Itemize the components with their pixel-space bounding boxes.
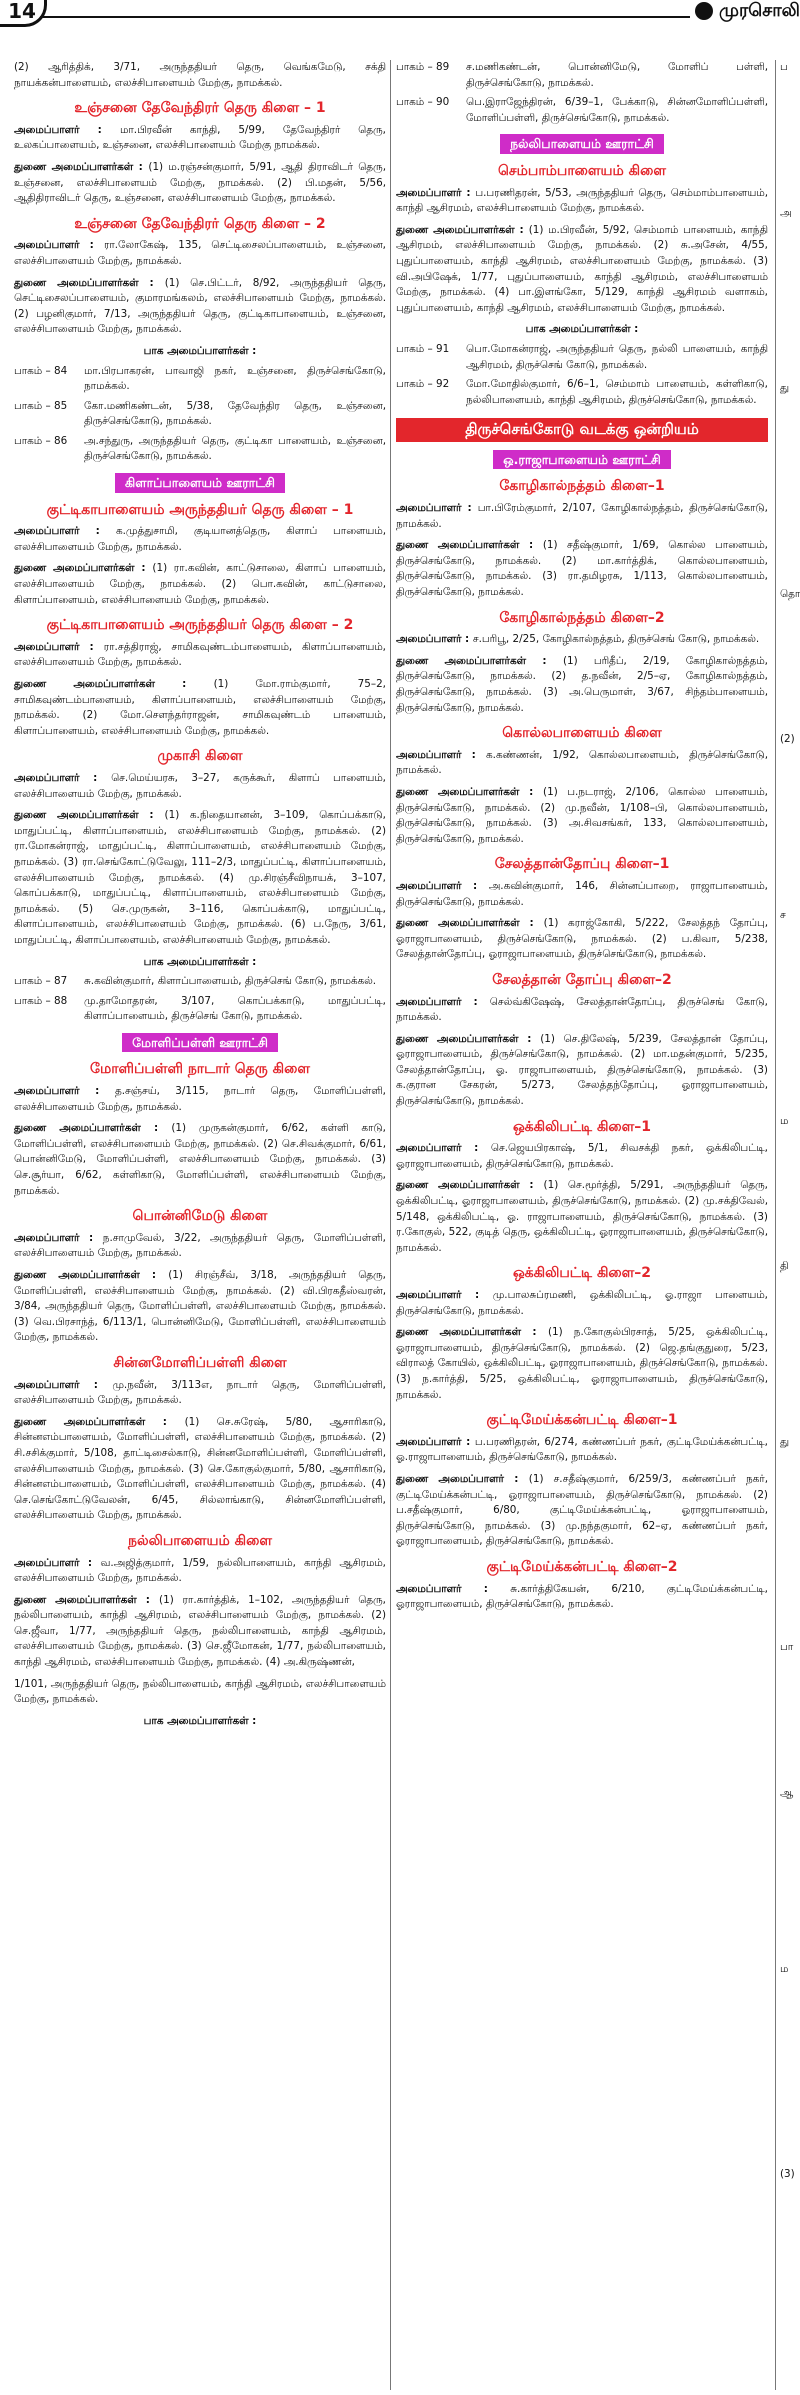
role-label: துணை அமைப்பாளர்கள் : (14, 809, 165, 822)
masthead-rule (40, 16, 690, 18)
role-label: துணை அமைப்பாளர்கள் : (396, 1179, 544, 1192)
booth-organiser: அ.சந்துரு, அருந்ததியர் தெரு, குட்டிகா பாளையம், உஞ்சனை, திருச்செங்கோடு, நாமக்கல். (84, 434, 386, 463)
branch-heading: சின்னமோளிப்பள்ளி கிளை (113, 1354, 287, 1371)
panchayat-label: ஒ.ராஜாபாளையம் ஊராட்சி (493, 450, 671, 470)
truncated-text-fragment: து (780, 382, 790, 395)
truncated-text-fragment: (3) (780, 2168, 795, 2181)
office-bearer-entry (396, 1032, 768, 1110)
entry-text: க.முத்துசாமி, குடியானத்தெரு, கிளாப் பாளையம், எலச்சிபாளையம் மேற்கு, நாமக்கல். (14, 525, 386, 553)
office-bearer-entry (396, 223, 768, 317)
role-label: அமைப்பாளர் : (396, 1582, 511, 1595)
office-bearer-entry (396, 916, 768, 963)
branch-heading: ஒக்கிலிபட்டி கிளை–2 (512, 1265, 652, 1282)
entry-text: மு.நவீன், 3/113எ, நாடார் தெரு, மோளிப்பள்ளி, எலச்சிபாளையம் மேற்கு, நாமக்கல். (14, 1378, 386, 1407)
masthead-brand (695, 0, 800, 23)
role-label: துணை அமைப்பாளர்கள் : (396, 223, 529, 236)
branch-heading: உஞ்சனை தேவேந்திரர் தெரு கிளை – 1 (74, 100, 326, 117)
office-bearer-entry (396, 1325, 768, 1403)
booth-entry (396, 342, 768, 373)
brand-name: முரசொலி (719, 0, 800, 21)
role-label: அமைப்பாளர் : (14, 1085, 115, 1098)
union-banner: திருச்செங்கோடு வடக்கு ஒன்றியம் (396, 418, 768, 442)
office-bearer-entry (14, 1084, 386, 1115)
role-label: துணை அமைப்பாளர்கள் : (14, 1415, 185, 1428)
role-label: அமைப்பாளர் : (14, 640, 104, 653)
entry-text: (1) க.நிதையானன், 3–109, கொப்பக்காடு, மாதுப்பட்டி, கிளாப்பாளையம், எலச்சிபாளையம் மேற்கு, நாமக்கல். (2) ரா.மோகன்ராஜ், மாதுப்பட்டி, கிளாப்பாளையம், எலச்சிபாளையம் மேற்கு, நாமக்கல். (3) ரா.செங்கோட்டுவேலு, 111–2/3, மாதுப்பட்டி, கிளாப்பாளையம், எலச்சிபாளையம் மேற்கு, நாமக்கல். (4) மு.சிரஞ்சீவிநாயக், 3–107, கொப்பக்காடு, மாதுப்பட்டி, கிளாப்பாளையம், எலச்சிபாளையம் மேற்கு, நாமக்கல். (5) செ.முருகன், 3–116, கொப்பக்காடு, மாதுப்பட்டி, கிளாப்பாளையம், எலச்சிபாளையம் மேற்கு, நாமக்கல். (6) ப.நேரு, 3/61, மாதுப்பட்டி, கிளாப்பாளையம், எலச்சிபாளையம் மேற்கு, நாமக்கல். (14, 809, 386, 946)
office-bearer-entry (14, 677, 386, 739)
role-label: துணை அமைப்பாளர்கள் : (396, 1326, 548, 1339)
entry-text: சு.கார்த்திகேயன், 6/210, குட்டிமேய்க்கன்பட்டி, ஓராஜாபாளையம், திருச்செங்கோடு, நாமக்கல். (396, 1582, 768, 1611)
office-bearer-entry (14, 771, 386, 802)
truncated-text-fragment: ச (780, 908, 786, 921)
role-label: துணை அமைப்பாளர்கள் : (396, 917, 544, 930)
office-bearer-entry (396, 501, 768, 532)
office-bearer-entry (14, 808, 386, 948)
booth-organiser: ச.மணிகண்டன், பொன்னிமேடு, மோளிப் பள்ளி, திருச்செங்கோடு, நாமக்கல். (466, 61, 768, 89)
role-label: துணை அமைப்பாளர்கள் : (14, 1269, 169, 1281)
truncated-text-fragment: ம (780, 1114, 789, 1127)
branch-heading: கொல்லபாளையம் கிளை (502, 725, 662, 742)
booth-number: பாகம் – 90 (396, 96, 450, 109)
booth-organiser: மோ.மோதில்குமார், 6/6–1, செம்மாம் பாளையம், கள்ளிகாடு, நல்லிபாளையம், காந்தி ஆசிரமம், திருச்செங்கோடு, நாமக்கல். (466, 378, 768, 406)
office-bearer-entry (14, 1268, 386, 1346)
role-label: துணை அமைப்பாளர்கள் : (14, 1593, 160, 1606)
masthead (0, 0, 800, 26)
truncated-text-fragment: ம (780, 1962, 789, 1975)
entry-text: (1) ம.பிரவீன், 5/92, செம்மாம் பாளையம், காந்தி ஆசிரமம், எலச்சிபாளையம் மேற்கு, நாமக்கல். (2) சு.அசேன், 4/55, புதுப்பாளையம், காந்தி ஆசிரமம், எலச்சிபாளையம் மேற்கு, நாமக்கல். (3) வி.அபிஷேக், 1/77, புதுப்பாளையம், காந்தி ஆசிரமம், எலச்சிபாளையம் மேற்கு, நாமக்கல். (4) பா.இளங்கோ, 5/129, காந்தி ஆசிரமம் வளாகம், புதுப்பாளையம், காந்தி ஆசிரமம், எலச்சிபாளையம் மேற்கு, நாமக்கல். (396, 223, 768, 314)
role-label: அமைப்பாளர் : (396, 502, 478, 515)
role-label: துணை அமைப்பாளர்கள் : (396, 1032, 541, 1045)
branch-heading: முகாசி கிளை (157, 748, 243, 765)
truncated-text-fragment: தி (780, 1260, 789, 1273)
booth-organisers-subheading: பாக அமைப்பாளர்கள் : (143, 1714, 257, 1727)
panchayat-label: நல்லிபாளையம் ஊராட்சி (500, 134, 664, 154)
entry-text: ச.பரிபூ, 2/25, கோழிகால்நத்தம், திருச்செங் கோடு, நாமக்கல். (472, 633, 760, 646)
branch-heading: சேலத்தான் தோப்பு கிளை–2 (492, 971, 672, 988)
booth-organiser: கோ.மணிகண்டன், 5/38, தேவேந்திர தெரு, உஞ்சனை, திருச்செங்கோடு, நாமக்கல். (84, 399, 386, 428)
branch-heading: சேலத்தான்தோப்பு கிளை–1 (494, 856, 670, 873)
role-label: அமைப்பாளர் : (14, 525, 116, 538)
role-label: துணை அமைப்பாளர்கள் : (14, 562, 153, 575)
booth-organiser: சு.கவின்குமார், கிளாப்பாளையம், திருச்செங் கோடு, நாமக்கல். (84, 975, 377, 988)
role-label: அமைப்பாளர் : (396, 879, 489, 892)
entry-text: (1) ம.ரஞ்சன்குமார், 5/91, ஆதி திராவிடர் தெரு, உஞ்சனை, எலச்சிபாளையம் மேற்கு, நாமக்கல். (2) பி.மதன், 5/56, ஆதிதிராவிடர் தெரு, உஞ்சனை, எலச்சிபாளையம் மேற்கு, நாமக்கல். (14, 160, 386, 205)
role-label: அமைப்பாளர் : (396, 633, 473, 646)
entry-text: செ.ஜெயபிரகாஷ், 5/1, சிவசக்தி நகர், ஒக்கிலிபட்டி, ஓராஜாபாளையம், திருச்செங்கோடு, நாமக்கல். (396, 1142, 768, 1170)
truncated-text-fragment: (2) (780, 733, 795, 746)
role-label: அமைப்பாளர் : (14, 1556, 101, 1569)
booth-number: பாகம் – 85 (14, 399, 68, 412)
office-bearer-entry (396, 1288, 768, 1319)
booth-organiser: மு.தாமோதரன், 3/107, கொப்பக்காடு, மாதுப்பட்டி, கிளாப்பாளையம், திருச்செங் கோடு, நாமக்கல். (84, 994, 386, 1023)
office-bearer-entry (396, 785, 768, 847)
role-label: அமைப்பாளர் : (396, 186, 476, 199)
booth-entry (14, 399, 386, 430)
entry-text: (1) செ.பிட்டர், 8/92, அருந்ததியர் தெரு, செட்டிசைலப்பாளையம், குமாரமங்கலம், எலச்சிபாளையம் மேற்கு, நாமக்கல். (2) பழனிகுமார், 7/13, அருந்ததியர் தெரு, குட்டிகாபாளையம், உஞ்சனை, எலச்சிபாளையம் மேற்கு, நாமக்கல். (14, 276, 386, 336)
booth-number: பாகம் – 92 (396, 378, 450, 391)
truncated-text-fragment: பா (780, 1641, 794, 1654)
entry-text: (1) மோ.ராம்குமார், 75–2, சாமிகவுண்டம்பாளையம், கிளாப்பாளையம், எலச்சிபாளையம் மேற்கு, நாமக்கல். (2) மோ.சௌந்தர்ராஜன், சாமிகவுண்டம் பாளையம், கிளாப்பாளையம், எலச்சிபாளையம் மேற்கு, நாமக்கல். (14, 678, 386, 737)
panchayat-label: கிளாப்பாளையம் ஊராட்சி (115, 473, 285, 493)
article-column-1 (14, 60, 386, 1733)
booth-organisers-subheading: பாக அமைப்பாளர்கள் : (525, 323, 639, 336)
office-bearer-entry (14, 561, 386, 608)
entry-text: ரா.சத்திராஜ், சாமிகவுண்டம்பாளையம், கிளாப்பாளையம், எலச்சிபாளையம் மேற்கு, நாமக்கல். (14, 640, 386, 669)
entry-text: ப.பரணிதரன், 5/53, அருந்ததியர் தெரு, செம்மாம்பாளையம், காந்தி ஆசிரமம், எலச்சிபாளையம் மேற்கு, நாமக்கல். (396, 186, 768, 215)
entry-text: வ.அஜித்குமார், 1/59, நல்லிபாளையம், காந்தி ஆசிரமம், எலச்சிபாளையம் மேற்கு, நாமக்கல். (14, 1556, 386, 1585)
page-number: 14 (0, 0, 47, 27)
booth-number: பாகம் – 86 (14, 434, 68, 447)
entry-text: 1/101, அருந்ததியர் தெரு, நல்லிபாளையம், காந்தி ஆசிரமம், எலச்சிபாளையம் மேற்கு, நாமக்கல். (14, 1677, 386, 1706)
branch-heading: உஞ்சனை தேவேந்திரர் தெரு கிளை – 2 (74, 215, 326, 232)
entry-text: செல்வ்கிஷேஷ், சேலத்தான்தோப்பு, திருச்செங் கோடு, நாமக்கல். (396, 995, 768, 1024)
office-bearer-entry (396, 1141, 768, 1172)
entry-text: (1) முருகன்குமார், 6/62, கள்ளி காடு, மோளிப்பள்ளி, எலச்சிபாளையம் மேற்கு, நாமக்கல். (2) செ.சிவக்குமார், 6/61, பொன்னிமேடு, மோளிப்பள்ளி, எலச்சிபாளையம் மேற்கு, நாமக்கல். (3) செ.சூர்யா, 6/62, கள்ளிகாடு, மோளிப்பள்ளி, எலச்சிபாளையம் மேற்கு, நாமக்கல். (14, 1122, 386, 1197)
office-bearer-entry (14, 1556, 386, 1587)
office-bearer-entry (396, 1472, 768, 1550)
entry-text: (1) செ.மூர்த்தி, 5/291, அருந்ததியர் தெரு, ஒக்கிலிபட்டி, ஓராஜாபாளையம், திருச்செங்கோடு, நாமக்கல். (2) மு.சக்திவேல், 5/148, ஒக்கிலிபட்டி, ஓ. ராஜாபாளையம், திருச்செங்கோடு, நாமக்கல். (3) ர.கோகுல், 522, குடித் தெரு, ஒக்கிலிபட்டி, ஓராஜாபாளையம், திருச்செங்கோடு, நாமக்கல். (396, 1179, 768, 1254)
entry-text: (1) கராஜ்கோகி, 5/222, சேலத்தந் தோப்பு, ஓராஜாபாளையம், திருச்செங்கோடு, நாமக்கல். (2) ப.கிவா, 5/238, சேலத்தான்தோப்பு, ஓராஜாபாளையம், திருச்செங்கோடு, நாமக்கல். (396, 917, 768, 961)
truncated-text-fragment: ஆ (780, 1786, 794, 1799)
booth-number: பாகம் – 87 (14, 975, 68, 988)
office-bearer-entry (14, 1231, 386, 1262)
office-bearer-entry (396, 1178, 768, 1256)
office-bearer-entry (396, 654, 768, 716)
entry-text: அ.கவின்குமார், 146, சின்னப்பாறை, ராஜாபாளையம், திருச்செங்கோடு, நாமக்கல். (396, 879, 768, 908)
role-label: அமைப்பாளர் : (396, 1142, 491, 1155)
office-bearer-entry (14, 640, 386, 671)
branch-heading: குட்டிகாபாளையம் அருந்ததியர் தெரு கிளை – 2 (46, 617, 354, 634)
role-label: அமைப்பாளர் : (396, 1289, 493, 1301)
branch-heading: மோளிப்பள்ளி நாடார் தெரு கிளை (90, 1061, 310, 1078)
booth-entry (396, 377, 768, 408)
office-bearer-entry (14, 123, 386, 154)
booth-organiser: மா.பிரபாகரன், பாவாஜி நகர், உஞ்சனை, திருச்செங்கோடு, நாமக்கல். (84, 364, 386, 393)
booth-number: பாகம் – 91 (396, 342, 450, 355)
booth-organiser: பெ.இராஜேந்திரன், 6/39–1, பேக்காடு, சின்னமோளிப்பள்ளி, மோளிப்பள்ளி, திருச்செங்கோடு, நாமக்கல். (466, 96, 768, 124)
entry-text: செ.மெய்யரசு, 3–27, கருக்கூர், கிளாப் பாளையம், எலச்சிபாளையம் மேற்கு, நாமக்கல். (14, 771, 386, 800)
booth-entry (396, 60, 768, 91)
office-bearer-entry (14, 160, 386, 207)
branch-heading: குட்டிமேய்க்கன்பட்டி கிளை–2 (486, 1558, 678, 1575)
entry-text: (1) சிரஞ்சீவ், 3/18, அருந்ததியர் தெரு, மோளிப்பள்ளி, எலச்சிபாளையம் மேற்கு, நாமக்கல். (2) வி.பிரகதீஸ்வரன், 3/84, அருந்ததியர் தெரு, மோளிப்பள்ளி, எலச்சிபாளையம் மேற்கு, நாமக்கல். (3) வெ.பிரசாந்த், 6/113/1, பொன்னிமேடு, மோளிப்பள்ளி, எலச்சிபாளையம் மேற்கு, நாமக்கல். (14, 1269, 386, 1344)
entry-text: (2) ஆரித்திக், 3/71, அருந்ததியர் தெரு, வெங்கமேடு, சக்தி நாயக்கன்பாளையம், எலச்சிபாளையம் மேற்கு, நாமக்கல். (14, 61, 386, 89)
truncated-text-fragment: தொ (780, 587, 800, 600)
role-label: அமைப்பாளர் : (396, 995, 490, 1008)
booth-number: பாகம் – 89 (396, 61, 450, 73)
entry-text: ரா.லோகேஷ், 135, செட்டிசைலப்பாளையம், உஞ்சனை, எலச்சிபாளையம் மேற்கு, நாமக்கல். (14, 239, 386, 267)
office-bearer-entry (396, 186, 768, 217)
entry-text: (1) ப.நடராஜ், 2/106, கொல்ல பாளையம், திருச்செங்கோடு, நாமக்கல். (2) மு.நவீன், 1/108–பி, கொல்லபாளையம், திருச்செங்கோடு, நாமக்கல். (3) அ.சிவசங்கர், 133, கொல்லபாளையம், திருச்செங்கோடு, நாமக்கல். (396, 785, 768, 845)
entry-text: (1) ரா.கவின், காட்டுசாலை, கிளாப் பாளையம், எலச்சிபாளையம் மேற்கு, நாமக்கல். (2) பொ.கவின், காட்டுசாலை, கிளாப்பாளையம், எலச்சிபாளையம் மேற்கு, நாமக்கல். (14, 562, 386, 606)
branch-heading: கோழிகால்நத்தம் கிளை–2 (499, 609, 665, 626)
branch-heading: செம்பாம்பாளையம் கிளை (497, 162, 667, 179)
role-label: துணை அமைப்பாளர்கள் : (14, 1122, 172, 1135)
role-label: துணை அமைப்பாளர்கள் : (14, 160, 149, 173)
role-label: அமைப்பாளர் : (14, 1378, 113, 1391)
office-bearer-entry (14, 524, 386, 555)
truncated-text-fragment: து (780, 1435, 790, 1448)
entry-text: (1) சதீஷ்குமார், 1/69, கொல்ல பாளையம், திருச்செங்கோடு, நாமக்கல். (2) மா.கார்த்திக், கொல்லபாளையம், திருச்செங்கோடு, நாமக்கல். (3) ரா.தமிழரசு, 1/113, கொல்லபாளையம், திருச்செங்கோடு, நாமக்கல். (396, 539, 768, 599)
column-divider (390, 60, 391, 2390)
booth-entry (14, 974, 386, 990)
office-bearer-entry (14, 1415, 386, 1524)
entry-text: (1) ந.கோகுல்பிரசாத், 5/25, ஒக்கிலிபட்டி, ஓராஜாபாளையம், திருச்செங்கோடு, நாமக்கல். (2) ஜெ.தங்குதுரை, 5/23, விராலத் கோயில், ஒக்கிலிபட்டி, ஓராஜாபாளையம், திருச்செங்கோடு, நாமக்கல். (3) ந.கார்த்தி, 5/25, ஒக்கிலிபட்டி, ஓராஜாபாளையம், திருச்செங்கோடு, நாமக்கல். (396, 1326, 768, 1401)
entry-text: ப.பரணிதரன், 6/274, கண்ணப்பர் நகர், குட்டிமேய்க்கன்பட்டி, ஓ.ராஜாபாளையம், திருச்செங்கோடு, நாமக்கல். (396, 1435, 768, 1464)
office-bearer-entry (396, 995, 768, 1026)
entry-text: க.கண்ணன், 1/92, கொல்லபாளையம், திருச்செங்கோடு, நாமக்கல். (396, 748, 768, 777)
role-label: துணை அமைப்பாளர்கள் : (396, 654, 563, 667)
column-divider (775, 60, 776, 2390)
role-label: அமைப்பாளர் : (14, 123, 121, 136)
role-label: அமைப்பாளர் : (14, 771, 112, 784)
office-bearer-entry (396, 1582, 768, 1613)
entry-text: ந.சாமுவேல், 3/22, அருந்ததியர் தெரு, மோளிப்பள்ளி, எலச்சிபாளையம் மேற்கு, நாமக்கல். (14, 1231, 386, 1260)
article-column-2 (396, 60, 768, 1619)
branch-heading: பொன்னிமேடு கிளை (132, 1208, 268, 1225)
branch-heading: கோழிகால்நத்தம் கிளை–1 (499, 478, 665, 495)
entry-text: (1) செ.திலேஷ், 5/239, சேலத்தான் தோப்பு, ஓராஜாபாளையம், திருச்செங்கோடு, நாமக்கல். (2) மா.மதன்குமார், 5/235, சேலத்தான்தோப்பு, ஓ. ராஜாபாளையம், திருச்செங்கோடு, நாமக்கல். (3) க.குரான சேகரன், 5/273, சேலத்தந்தோப்பு, ஓராஜாபாளையம், திருச்செங்கோடு, நாமக்கல். (396, 1032, 768, 1108)
entry-text: மு.பாலசுப்ரமணி, ஒக்கிலிபட்டி, ஓ.ராஜா பாளையம், திருச்செங்கோடு, நாமக்கல். (396, 1289, 768, 1317)
booth-number: பாகம் – 84 (14, 364, 68, 377)
role-label: துணை அமைப்பாளர் : (396, 1472, 529, 1485)
booth-entry (14, 994, 386, 1025)
branch-heading: குட்டிகாபாளையம் அருந்ததியர் தெரு கிளை – 1 (46, 501, 354, 518)
office-bearer-entry (14, 238, 386, 269)
office-bearer-entry (396, 1435, 768, 1466)
entry-text: (1) செ.சுரேஷ், 5/80, ஆசாரிகாடு, சின்னஎம்பாளையம், மோளிப்பள்ளி, எலச்சிபாளையம் மேற்கு, நாமக்கல். (2) சி.சசிக்குமார், 5/108, தாட்டிசைல்காடு, சின்னமோளிப்பள்ளி, மோளிப்பள்ளி, எலச்சிபாளையம் மேற்கு, நாமக்கல். (3) செ.கோகுல்குமார், 5/80, ஆசாரிகாடு, சின்னஎம்பாளையம், மோளிப்பள்ளி, எலச்சிபாளையம் மேற்கு, நாமக்கல். (4) செ.செங்கோட்டுவேலன், 6/45, சில்லாங்காடு, சின்னமோளிப்பள்ளி, எலச்சிபாளையம் மேற்கு, நாமக்கல். (14, 1415, 386, 1522)
office-bearer-entry (14, 1378, 386, 1409)
booth-entry (14, 434, 386, 465)
text-paragraph (14, 1677, 386, 1708)
logo-icon (695, 2, 713, 20)
role-label: துணை அமைப்பாளர்கள் : (14, 276, 165, 289)
role-label: அமைப்பாளர் : (14, 239, 104, 252)
entry-text: பா.பிரேம்குமார், 2/107, கோழிகால்நத்தம், திருச்செங்கோடு, நாமக்கல். (396, 502, 768, 530)
entry-text: த.சஞ்சய், 3/115, நாடார் தெரு, மோளிப்பள்ளி, எலச்சிபாளையம் மேற்கு, நாமக்கல். (14, 1085, 386, 1113)
entry-text: (1) ச.சதீஷ்குமார், 6/259/3, கண்ணப்பர் நகர், குட்டிமேய்க்கன்பட்டி, ஓராஜாபாளையம், திருச்செங்கோடு, நாமக்கல். (2) ப.சதீஷ்குமார், 6/80, குட்டிமேய்க்கன்பட்டி, ஓராஜாபாளையம், திருச்செங்கோடு, நாமக்கல். (3) மு.நந்தகுமார், 62–ஏ, கண்ணப்பர் நகர், ஓராஜாபாளையம், திருச்செங்கோடு, நாமக்கல். (396, 1472, 769, 1548)
role-label: அமைப்பாளர் : (14, 1231, 103, 1244)
office-bearer-entry (396, 748, 768, 779)
role-label: அமைப்பாளர் : (396, 1435, 475, 1448)
role-label: துணை அமைப்பாளர்கள் : (14, 678, 214, 690)
branch-heading: நல்லிபாளையம் கிளை (128, 1532, 272, 1549)
booth-organisers-subheading: பாக அமைப்பாளர்கள் : (143, 344, 257, 357)
office-bearer-entry (396, 632, 768, 648)
truncated-text-fragment: அ (780, 206, 792, 219)
booth-entry (14, 364, 386, 395)
branch-heading: ஒக்கிலிபட்டி கிளை–1 (512, 1118, 652, 1135)
role-label: அமைப்பாளர் : (396, 748, 487, 761)
role-label: துணை அமைப்பாளர்கள் : (396, 539, 543, 552)
role-label: துணை அமைப்பாளர்கள் : (396, 785, 544, 798)
booth-entry (396, 95, 768, 126)
office-bearer-entry (14, 1593, 386, 1671)
entry-text: (1) பரிதீப், 2/19, கோழிகால்நத்தம், திருச்செங்கோடு, நாமக்கல். (2) த.நவீன், 2/5–ஏ, கோழிகால்நத்தம், திருச்செங்கோடு, நாமக்கல். (3) அ.பெருமாள், 3/67, சிந்தம்பாளையம், திருச்செங்கோடு, நாமக்கல். (396, 654, 768, 714)
branch-heading: குட்டிமேய்க்கன்பட்டி கிளை–1 (486, 1412, 678, 1429)
office-bearer-entry (14, 1121, 386, 1199)
entry-text: மா.பிரவீன் காந்தி, 5/99, தேவேந்திரர் தெரு, உலகப்பாளையம், உஞ்சனை, எலச்சிபாளையம் மேற்கு நாமக்கல். (14, 123, 386, 152)
entry-text: (1) ரா.கார்த்திக், 1–102, அருந்ததியர் தெரு, நல்லிபாளையம், காந்தி ஆசிரமம், எலச்சிபாளையம் மேற்கு, நாமக்கல். (2) செ.ஜீவா, 1/77, அருந்ததியர் தெரு, நல்லிபாளையம், காந்தி ஆசிரமம், எலச்சிபாளையம் மேற்கு, நாமக்கல். (3) செ.ஜீமோகன், 1/77, நல்லிபாளையம், காந்தி ஆசிரமம், எலச்சிபாளையம் மேற்கு, நாமக்கல். (4) அ.கிருஷ்ணன், (14, 1593, 386, 1669)
panchayat-label: மோளிப்பள்ளி ஊராட்சி (122, 1033, 278, 1053)
office-bearer-entry (396, 879, 768, 910)
office-bearer-entry (14, 276, 386, 338)
booth-organiser: பொ.மோகன்ராஜ், அருந்ததியர் தெரு, நல்லி பாளையம், காந்தி ஆசிரமம், திருச்செங் கோடு, நாமக்கல். (466, 342, 768, 371)
article-column-3-fragment (780, 60, 800, 2313)
booth-number: பாகம் – 88 (14, 994, 68, 1007)
booth-organisers-subheading: பாக அமைப்பாளர்கள் : (143, 955, 257, 968)
office-bearer-entry (396, 538, 768, 600)
truncated-text-fragment: ப (780, 61, 788, 73)
text-paragraph (14, 60, 386, 91)
